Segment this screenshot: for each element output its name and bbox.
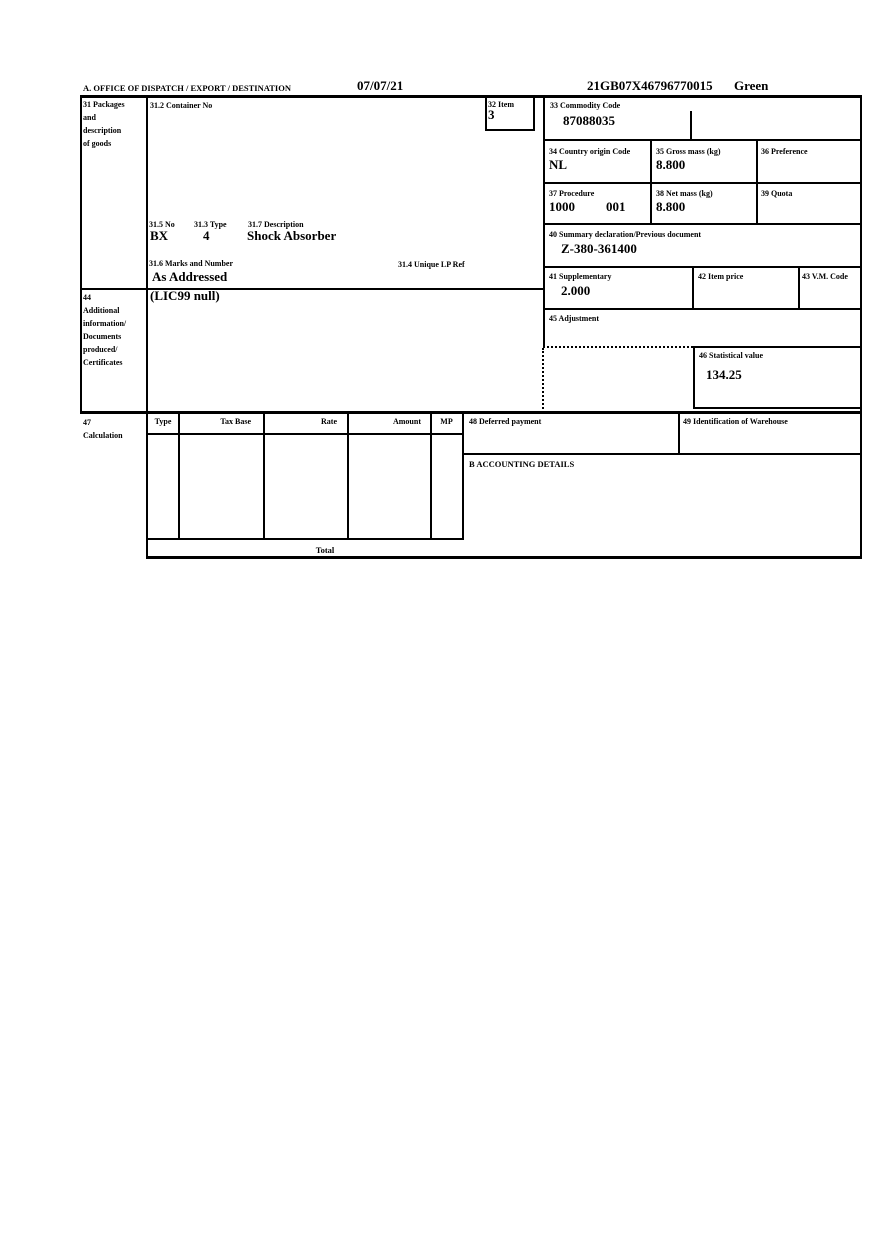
grid-line (693, 346, 860, 348)
grid-line (543, 182, 860, 184)
calc-col-mp: MP (440, 417, 453, 426)
box-35-gross-mass-value: 8.800 (656, 157, 686, 172)
box-31-3-type-label: 31.3 Type (194, 220, 227, 229)
grid-line (692, 266, 694, 310)
box-31-7-description-label: 31.7 Description (248, 220, 304, 229)
item-box-line (485, 95, 487, 131)
box-32-item-label: 32 Item (488, 100, 514, 109)
box-31-3-type-value: 4 (203, 228, 210, 243)
box-46-statistical-value-label: 46 Statistical value (699, 351, 763, 360)
box-31-6-marks-label: 31.6 Marks and Number (149, 259, 234, 268)
box-49-warehouse-label: 49 Identification of Warehouse (683, 417, 788, 426)
box-40-summary-declaration-value: Z-380-361400 (561, 241, 637, 256)
grid-line (543, 95, 545, 348)
box-38-net-mass-label: 38 Net mass (kg) (656, 189, 713, 198)
box-34-origin-value: NL (549, 157, 568, 172)
box-31-6-marks-value: As Addressed (152, 269, 228, 284)
grid-line (80, 95, 82, 413)
office-of-dispatch-label: A. OFFICE OF DISPATCH / EXPORT / DESTINATION (83, 83, 291, 93)
grid-line (80, 95, 862, 98)
grid-line (798, 266, 800, 310)
box-33-commodity-value: 87088035 (563, 113, 615, 128)
calc-table-line (146, 433, 464, 435)
section-b-accounting-label: B ACCOUNTING DETAILS (469, 459, 575, 469)
box-41-supplementary-label: 41 Supplementary (549, 272, 612, 281)
box-36-preference-label: 36 Preference (761, 147, 808, 156)
box-42-item-price-label: 42 Item price (698, 272, 744, 281)
box-48-deferred-payment-label: 48 Deferred payment (469, 417, 542, 426)
grid-line (146, 556, 862, 559)
calc-col-amount: Amount (392, 417, 421, 426)
box-31-5-no-label: 31.5 No (149, 220, 175, 229)
grid-line (693, 407, 860, 409)
box-39-quota-label: 39 Quota (761, 189, 793, 198)
box-37-procedure-value-1: 1000 (549, 199, 575, 214)
box-33-commodity-label: 33 Commodity Code (550, 101, 621, 110)
box-31-7-description-value: Shock Absorber (247, 228, 337, 243)
box-44-value: (LIC99 null) (150, 288, 220, 303)
routing-status: Green (734, 78, 769, 93)
grid-line (543, 139, 860, 141)
dotted-line (543, 346, 693, 348)
box-37-procedure-value-2: 001 (606, 199, 626, 214)
box-47-label: 47 Calculation (83, 418, 123, 440)
grid-line (146, 95, 148, 556)
box-31-2-container-label: 31.2 Container No (150, 101, 213, 110)
box-34-origin-label: 34 Country origin Code (549, 147, 631, 156)
grid-line (543, 308, 860, 310)
acceptance-date: 07/07/21 (357, 78, 404, 93)
box-40-summary-declaration-label: 40 Summary declaration/Previous document (549, 230, 702, 239)
movement-reference-number: 21GB07X46796770015 (587, 78, 713, 93)
calc-col-tax-base: Tax Base (220, 417, 251, 426)
grid-line (678, 414, 680, 454)
box-45-adjustment-label: 45 Adjustment (549, 314, 600, 323)
grid-line (543, 223, 860, 225)
box-46-statistical-value: 134.25 (706, 367, 742, 382)
calc-col-type: Type (154, 417, 172, 426)
dotted-line (542, 348, 544, 413)
grid-line (462, 453, 860, 455)
calc-table-line (146, 538, 464, 540)
box-31-5-no-value: BX (150, 228, 169, 243)
grid-line (80, 411, 862, 414)
box-35-gross-mass-label: 35 Gross mass (kg) (656, 147, 721, 156)
item-box-line (485, 129, 535, 131)
commodity-code-divider (690, 111, 692, 141)
box-37-procedure-label: 37 Procedure (549, 189, 595, 198)
calc-table-line (462, 411, 464, 540)
grid-line (650, 139, 652, 225)
grid-line (693, 346, 695, 409)
item-box-line (533, 95, 535, 131)
calc-col-rate: Rate (321, 417, 337, 426)
box-41-supplementary-value: 2.000 (561, 283, 591, 298)
box-44-label: 44 Additional information/ Documents produced/ Certificates (83, 293, 127, 367)
box-31-4-unique-lp-ref-label: 31.4 Unique LP Ref (398, 260, 465, 269)
grid-line (756, 139, 758, 225)
box-38-net-mass-value: 8.800 (656, 199, 686, 214)
box-43-vm-code-label: 43 V.M. Code (802, 272, 848, 281)
calc-total-label: Total (315, 545, 335, 555)
grid-line (860, 95, 862, 559)
grid-line (543, 266, 860, 268)
box-32-item-value: 3 (488, 107, 495, 122)
box-31-label: 31 Packages and description of goods (83, 100, 125, 148)
